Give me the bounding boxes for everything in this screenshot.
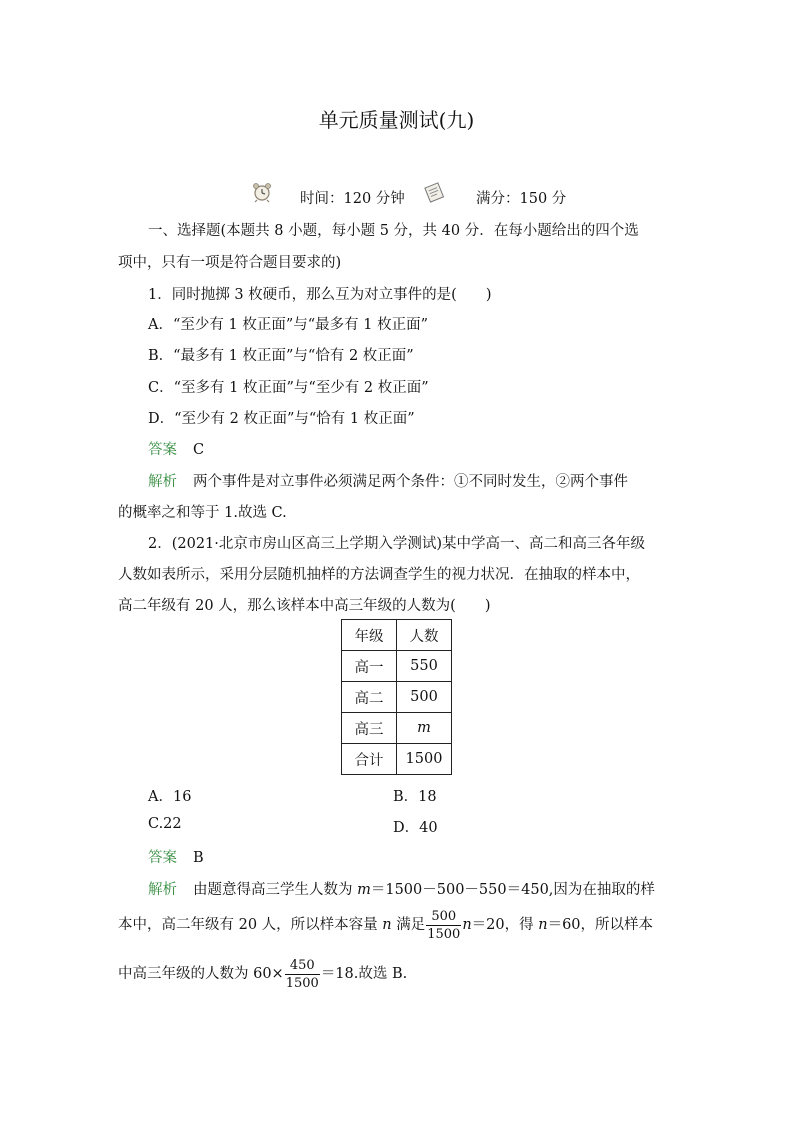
answer-label: 答案 (148, 442, 177, 458)
fraction-500-over-1500 (426, 908, 461, 943)
question-1-answer (148, 438, 204, 459)
analysis-text: ＝1500－500－550＝450,因为在抽取的样 (370, 882, 655, 898)
fraction-450-over-1500 (285, 957, 320, 992)
table-cell: 1500 (397, 744, 452, 775)
table-row (342, 682, 452, 713)
table-cell: 500 (397, 682, 452, 713)
analysis-text: 本中，高二年级有 20 人，所以样本容量 (118, 917, 383, 933)
test-paper-icon (423, 181, 445, 203)
question-1-option-d: D．“至少有 2 枚正面”与“恰有 1 枚正面” (148, 411, 415, 427)
analysis-text: ＝60，所以样本 (547, 917, 654, 933)
question-2-stem-line-2: 人数如表所示，采用分层随机抽样的方法调查学生的视力状况．在抽取的样本中， (118, 567, 640, 583)
table-row (342, 651, 452, 682)
question-2-analysis-line-3 (118, 956, 407, 992)
question-2-stem-line-1: 2．(2021·北京市房山区高三上学期入学测试)某中学高一、高二和高三各年级 (148, 536, 646, 552)
section-instructions-line-1: 一、选择题(本题共 8 小题，每小题 5 分，共 40 分．在每小题给出的四个选 (148, 223, 639, 239)
question-2-option-a: A．16 (148, 789, 192, 805)
question-2-stem-line-3: 高二年级有 20 人，那么该样本中高三年级的人数为( ) (118, 598, 491, 614)
answer-value: B (193, 850, 204, 866)
table-cell: 高二 (342, 682, 397, 713)
fraction-denominator: 1500 (427, 926, 461, 942)
variable-n: n (538, 917, 548, 933)
question-1-analysis (148, 470, 628, 491)
analysis-text: 两个事件是对立事件必须满足两个条件：①不同时发生，②两个事件 (193, 474, 628, 490)
question-1-option-a: A．“至少有 1 枚正面”与“最多有 1 枚正面” (148, 317, 429, 333)
question-1-option-b: B．“最多有 1 枚正面”与“恰有 2 枚正面” (148, 348, 414, 364)
question-2-analysis-line-1 (148, 878, 655, 899)
section-instructions-line-2: 项中，只有一项是符合题目要求的) (118, 255, 342, 271)
table-cell: 高一 (342, 651, 397, 682)
analysis-text: 中高三年级的人数为 60× (118, 966, 284, 982)
analysis-text: 由题意得高三学生人数为 (193, 882, 358, 898)
table-header-cell: 人数 (397, 620, 452, 651)
table-row (342, 744, 452, 775)
question-1-option-c: C．“至多有 1 枚正面”与“至少有 2 枚正面” (148, 380, 429, 396)
analysis-text: ＝20，得 (471, 917, 539, 933)
question-2-option-b: B．18 (393, 789, 437, 805)
table-cell: m (397, 713, 452, 744)
grade-count-table (341, 619, 452, 775)
variable-n: n (462, 917, 472, 933)
analysis-label: 解析 (148, 882, 177, 898)
analysis-label: 解析 (148, 474, 177, 490)
answer-value: C (193, 442, 205, 458)
alarm-clock-icon (251, 181, 273, 203)
table-row (342, 713, 452, 744)
question-1-analysis-cont: 的概率之和等于 1.故选 C. (118, 505, 287, 521)
question-2-analysis-line-2 (118, 907, 653, 943)
table-cell: 高三 (342, 713, 397, 744)
answer-label: 答案 (148, 850, 177, 866)
analysis-text: 满足 (391, 917, 426, 933)
question-2-option-d: D．40 (393, 820, 438, 836)
fraction-numerator: 500 (426, 908, 461, 926)
table-header-cell: 年级 (342, 620, 397, 651)
fraction-numerator: 450 (285, 957, 320, 975)
question-1-stem: 1．同时抛掷 3 枚硬币，那么互为对立事件的是( ) (148, 287, 492, 303)
table-header-row (342, 620, 452, 651)
question-2-answer (148, 846, 204, 867)
variable-m: m (357, 882, 371, 898)
page-title: 单元质量测试(九) (318, 108, 475, 132)
table-cell: 合计 (342, 744, 397, 775)
table-cell: 550 (397, 651, 452, 682)
variable-n: n (382, 917, 392, 933)
full-score: 满分：150 分 (476, 191, 567, 207)
time-limit: 时间：120 分钟 (300, 191, 405, 207)
question-2-option-c: C.22 (148, 816, 182, 832)
fraction-denominator: 1500 (285, 975, 319, 991)
analysis-text: ＝18.故选 B. (320, 966, 408, 982)
